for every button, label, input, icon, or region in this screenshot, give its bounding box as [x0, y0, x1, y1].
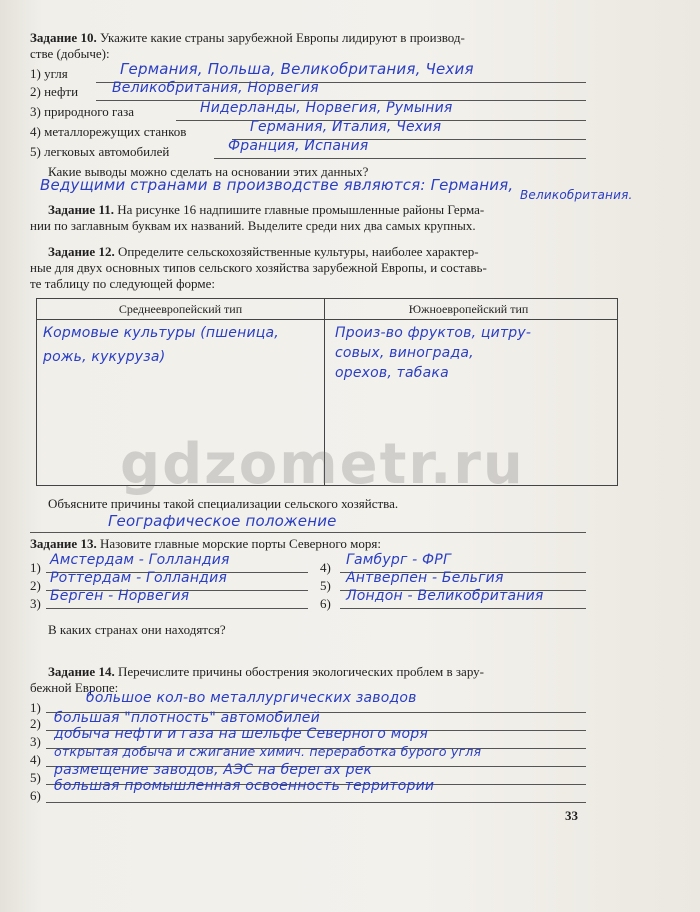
table-southern-answer-1: Произ-во фруктов, цитру- — [335, 325, 532, 341]
cause-number: 4) — [30, 752, 41, 767]
port-answer-6: Лондон - Великобритания — [346, 588, 544, 604]
task12-line1 — [48, 244, 479, 260]
task10-title: Задание 10. — [30, 30, 97, 45]
item-label: природного газа — [44, 104, 134, 119]
cause-answer-1: большое кол-во металлургических заводов — [86, 690, 417, 706]
task10-answer-5: Франция, Испания — [228, 138, 369, 154]
answer-line — [340, 608, 586, 609]
cause-number: 3) — [30, 734, 41, 749]
task11-text1: На рисунке 16 надпишите главные промышленные районы Герма- — [117, 202, 485, 217]
table-southern-answer-2: совых, винограда, — [335, 345, 474, 361]
task13-title: Задание 13. — [30, 536, 97, 551]
port-number: 3) — [30, 596, 41, 611]
task11-line1 — [48, 202, 484, 218]
item-label: нефти — [44, 84, 79, 99]
task13-line — [30, 536, 381, 552]
task10-question: Какие выводы можно сделать на основании этих данных? — [48, 164, 369, 179]
item-number: 4) — [30, 124, 41, 139]
table-header-central: Среднеевропейский тип — [118, 302, 243, 316]
cause-number: 2) — [30, 716, 41, 731]
table-central-answer-2: рожь, кукуруза) — [43, 349, 166, 365]
task10-conclusion-1: Ведущими странами в производстве являются: Германия, — [40, 176, 514, 194]
cause-answer-5: размещение заводов, АЭС на берегах рек — [54, 762, 373, 778]
task10-line1 — [30, 30, 465, 46]
port-answer-5: Антверпен - Бельгия — [346, 570, 504, 586]
port-number: 5) — [320, 578, 331, 593]
cause-number: 5) — [30, 770, 41, 785]
task10-conclusion-2: Великобритания. — [520, 188, 633, 202]
task11-line2: нии по заглавным буквам их названий. Выделите среди них два самых крупных. — [30, 218, 476, 233]
task12-line2: ные для двух основных типов сельского хозяйства зарубежной Европы, и составь- — [30, 260, 487, 275]
port-number: 6) — [320, 596, 331, 611]
task10-item-5 — [30, 144, 169, 160]
task14-line1 — [48, 664, 484, 680]
cause-number: 1) — [30, 700, 41, 715]
port-answer-1: Амстердам - Голландия — [50, 552, 230, 568]
task12-answer: Географическое положение — [108, 512, 337, 530]
task13-text: Назовите главные морские порты Северного моря: — [99, 536, 381, 551]
answer-line — [30, 532, 586, 533]
cause-answer-2: большая "плотность" автомобилей — [54, 710, 320, 726]
task11-title: Задание 11. — [48, 202, 114, 217]
item-number: 2) — [30, 84, 41, 99]
task12-question: Объясните причины такой специализации сельского хозяйства. — [48, 496, 399, 511]
cause-answer-6: большая промышленная освоенность территории — [54, 778, 435, 794]
task10-answer-4: Германия, Италия, Чехия — [250, 119, 442, 135]
port-number: 4) — [320, 560, 331, 575]
task13-question: В каких странах они находятся? — [48, 622, 226, 637]
task14-text1: Перечислите причины обострения экологических проблем в зару- — [117, 664, 484, 679]
task10-text2: стве (добыче): — [30, 46, 110, 61]
table-header-southern: Южноевропейский тип — [408, 302, 529, 316]
table-header — [37, 299, 617, 320]
task14-line2: бежной Европе: — [30, 680, 119, 695]
task10-answer-1: Германия, Польша, Великобритания, Чехия — [120, 60, 474, 78]
task10-answer-3: Нидерланды, Норвегия, Румыния — [200, 100, 453, 116]
table-central-answer-1: Кормовые культуры (пшеница, — [43, 325, 279, 341]
task10-item-4 — [30, 124, 186, 140]
answer-line — [214, 158, 586, 159]
port-number: 2) — [30, 578, 41, 593]
task10-answer-2: Великобритания, Норвегия — [112, 80, 319, 96]
cause-answer-4: открытая добыча и сжигание химич. переработка бурого угля — [54, 744, 482, 759]
item-label: металлорежущих станков — [44, 124, 187, 139]
task12-line3: те таблицу по следующей форме: — [30, 276, 215, 291]
task14-title: Задание 14. — [48, 664, 115, 679]
answer-line — [46, 608, 308, 609]
item-number: 1) — [30, 66, 41, 81]
item-number: 3) — [30, 104, 41, 119]
task10-text1: Укажите какие страны зарубежной Европы лидируют в производ- — [99, 30, 465, 45]
port-answer-2: Роттердам - Голландия — [50, 570, 227, 586]
answer-line — [46, 802, 586, 803]
port-answer-3: Берген - Норвегия — [50, 588, 190, 604]
port-answer-4: Гамбург - ФРГ — [346, 552, 451, 568]
item-label: угля — [44, 66, 68, 81]
item-number: 5) — [30, 144, 41, 159]
port-number: 1) — [30, 560, 41, 575]
task12-title: Задание 12. — [48, 244, 115, 259]
table-southern-answer-3: орехов, табака — [335, 365, 449, 381]
task10-item-3 — [30, 104, 134, 120]
task10-item-1 — [30, 66, 68, 82]
item-label: легковых автомобилей — [44, 144, 170, 159]
cause-answer-3: добыча нефти и газа на шельфе Северного моря — [54, 726, 428, 742]
cause-number: 6) — [30, 788, 41, 803]
watermark: gdzometr.ru — [120, 432, 525, 497]
task10-item-2 — [30, 84, 78, 100]
task12-text1: Определите сельскохозяйственные культуры, наиболее характер- — [117, 244, 479, 259]
page-number: 33 — [565, 808, 578, 823]
